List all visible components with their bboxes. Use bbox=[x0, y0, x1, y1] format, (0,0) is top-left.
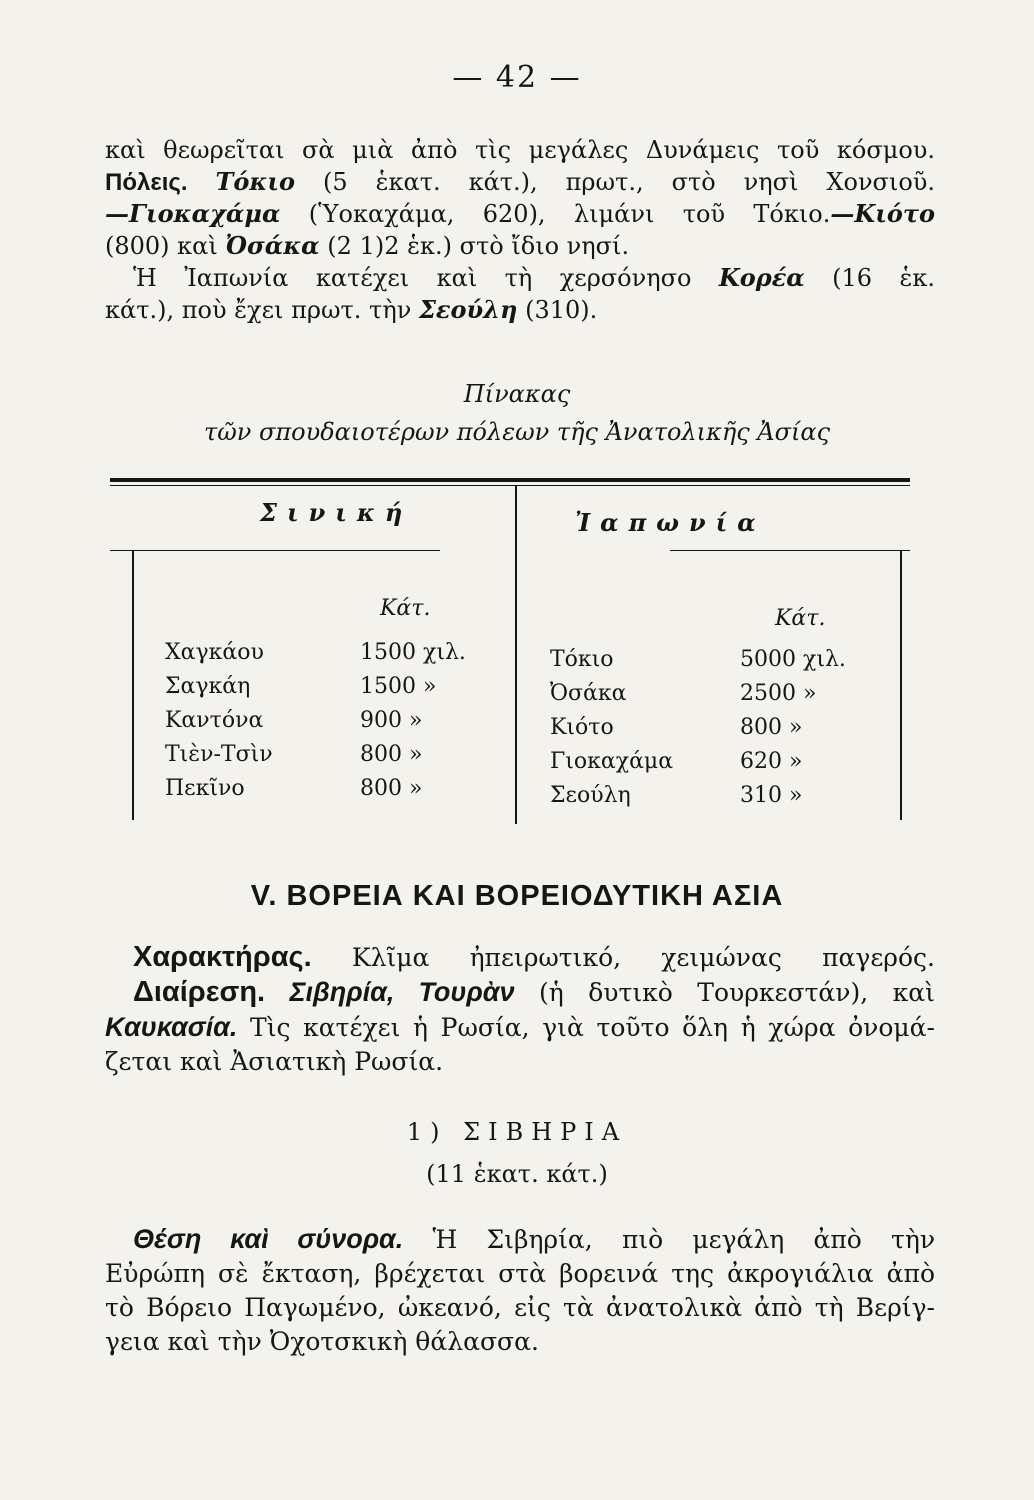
list-item: Πεκῖνο bbox=[165, 776, 245, 801]
intro-line-6-end: (310). bbox=[525, 296, 598, 324]
list-item: Γιοκαχάμα bbox=[550, 749, 674, 774]
table-center-divider bbox=[515, 486, 517, 824]
table-header-rule-left bbox=[110, 550, 440, 551]
table-top-rule bbox=[110, 478, 910, 482]
table-title: Πίνακας bbox=[463, 380, 571, 408]
siberia-line-3: τὸ Βόρειο Παγωμένο, ὠκεανό, εἰς τὰ ἀνατολικὰ ἀπὸ τὴ Βερίγ- bbox=[105, 1293, 935, 1322]
list-item: 1500 χιλ. bbox=[360, 640, 466, 665]
division-regions: Σιβηρία, Τουρὰν bbox=[289, 977, 515, 1007]
japan-cities bbox=[550, 643, 673, 813]
character-text: Κλῖμα ἠπειρωτικό, χειμώνας παγερός. bbox=[351, 943, 935, 972]
section-line-1 bbox=[105, 940, 935, 975]
korea-name: Κορέα bbox=[718, 263, 805, 292]
china-unit-label: Κάτ. bbox=[380, 596, 431, 621]
list-item: Καντόνα bbox=[165, 708, 264, 733]
list-item: 800 » bbox=[360, 776, 423, 801]
siberia-line-1 bbox=[105, 1222, 935, 1257]
table-top-rule-thin bbox=[110, 485, 910, 486]
table-right-divider bbox=[900, 550, 902, 820]
table-left-divider bbox=[132, 550, 134, 820]
table-subtitle: τῶν σπουδαιοτέρων πόλεων τῆς Ἀνατολικῆς Ἀσίας bbox=[203, 418, 831, 446]
list-item: 1500 » bbox=[360, 674, 437, 699]
intro-line-4-a: (800) καὶ bbox=[105, 232, 218, 260]
japan-values bbox=[740, 643, 846, 813]
list-item: Τιὲν-Τσὶν bbox=[165, 742, 273, 767]
osaka-name: Ὀσάκα bbox=[225, 231, 320, 260]
character-label: Χαρακτήρας. bbox=[133, 941, 312, 973]
page-number: — 42 — bbox=[452, 60, 582, 95]
intro-line-5 bbox=[105, 262, 935, 294]
caucasus-name: Καυκασία. bbox=[105, 1012, 238, 1042]
intro-line-3-text: (Ὑοκαχάμα, 620), λιμάνι τοῦ Τόκιο. bbox=[308, 200, 831, 228]
china-cities bbox=[165, 636, 273, 806]
position-label: Θέση καὶ σύνορα. bbox=[133, 1224, 404, 1254]
list-item: Χαγκάου bbox=[165, 640, 264, 665]
table-header-rule-right bbox=[670, 550, 910, 551]
japan-header: Ἰαπωνία bbox=[575, 508, 766, 537]
intro-line-6 bbox=[105, 294, 935, 326]
section-heading: V. ΒΟΡΕΙΑ ΚΑΙ ΒΟΡΕΙΟΔΥΤΙΚΗ ΑΣΙΑ bbox=[250, 880, 784, 912]
list-item: 310 » bbox=[740, 783, 803, 808]
seoul-name: Σεούλη bbox=[418, 295, 518, 324]
siberia-line-2: Εὐρώπη σὲ ἔκταση, βρέχεται στὰ βορεινά της ἀκρογιάλια ἀπὸ bbox=[105, 1259, 935, 1288]
cities-table bbox=[110, 478, 910, 824]
tokyo-name: Τόκιο bbox=[215, 167, 296, 196]
siberia-paragraph bbox=[105, 1222, 935, 1359]
subsection-heading: 1) ΣΙΒΗΡΙΑ bbox=[406, 1118, 628, 1146]
siberia-line-4: γεια καὶ τὴν Ὀχοτσκικὴ θάλασσα. bbox=[105, 1327, 539, 1356]
list-item: 800 » bbox=[740, 715, 803, 740]
intro-line-5-end: (16 ἑκ. bbox=[832, 264, 935, 292]
siberia-line-1-text: Ἡ Σιβηρία, πιὸ μεγάλη ἀπὸ τὴν bbox=[432, 1225, 935, 1254]
intro-line-3 bbox=[105, 198, 935, 230]
list-item: Σαγκάη bbox=[165, 674, 251, 699]
list-item: Ὀσάκα bbox=[550, 681, 627, 706]
list-item: Σεούλη bbox=[550, 783, 631, 808]
intro-line-6-text: κάτ.), ποὺ ἔχει πρωτ. τὴν bbox=[105, 296, 412, 324]
section-paragraph bbox=[105, 940, 935, 1079]
yokohama-name: —Γιοκαχάμα bbox=[105, 199, 281, 228]
intro-line-2 bbox=[105, 166, 935, 198]
intro-line-4-text: (2 1)2 ἑκ.) στὸ ἴδιο νησί. bbox=[327, 232, 630, 260]
cities-label: Πόλεις. bbox=[105, 169, 188, 196]
section-line-2 bbox=[105, 975, 935, 1010]
section-line-3 bbox=[105, 1010, 935, 1045]
kyoto-name: —Κιότο bbox=[830, 199, 935, 228]
division-text: (ἡ δυτικὸ Τουρκεστάν), καὶ bbox=[539, 978, 935, 1007]
section-line-3-text: Τὶς κατέχει ἡ Ρωσία, γιὰ τοῦτο ὅλη ἡ χώρα ὀνομά- bbox=[250, 1013, 935, 1042]
section-line-4: ζεται καὶ Ἀσιατικὴ Ρωσία. bbox=[105, 1047, 444, 1076]
list-item: 800 » bbox=[360, 742, 423, 767]
list-item: 2500 » bbox=[740, 681, 817, 706]
list-item: 900 » bbox=[360, 708, 423, 733]
division-label: Διαίρεση. bbox=[133, 976, 266, 1008]
intro-line-5-text: Ἡ Ἰαπωνία κατέχει καὶ τὴ χερσόνησο bbox=[133, 264, 692, 292]
intro-line-4 bbox=[105, 230, 935, 262]
intro-paragraph bbox=[105, 135, 935, 326]
list-item: 5000 χιλ. bbox=[740, 647, 846, 672]
japan-unit-label: Κάτ. bbox=[775, 606, 826, 631]
intro-line-2-text: (5 ἑκατ. κάτ.), πρωτ., στὸ νησὶ Χονσιοῦ. bbox=[323, 168, 935, 196]
china-values bbox=[360, 636, 466, 806]
list-item: Τόκιο bbox=[550, 647, 614, 672]
list-item: 620 » bbox=[740, 749, 803, 774]
china-header: Σινική bbox=[260, 498, 413, 527]
intro-line-1: καὶ θεωρεῖται σὰ μιὰ ἀπὸ τὶς μεγάλες Δυνάμεις τοῦ κόσμου. bbox=[105, 136, 935, 164]
subsection-area: (11 ἑκατ. κάτ.) bbox=[426, 1160, 608, 1188]
list-item: Κιότο bbox=[550, 715, 614, 740]
